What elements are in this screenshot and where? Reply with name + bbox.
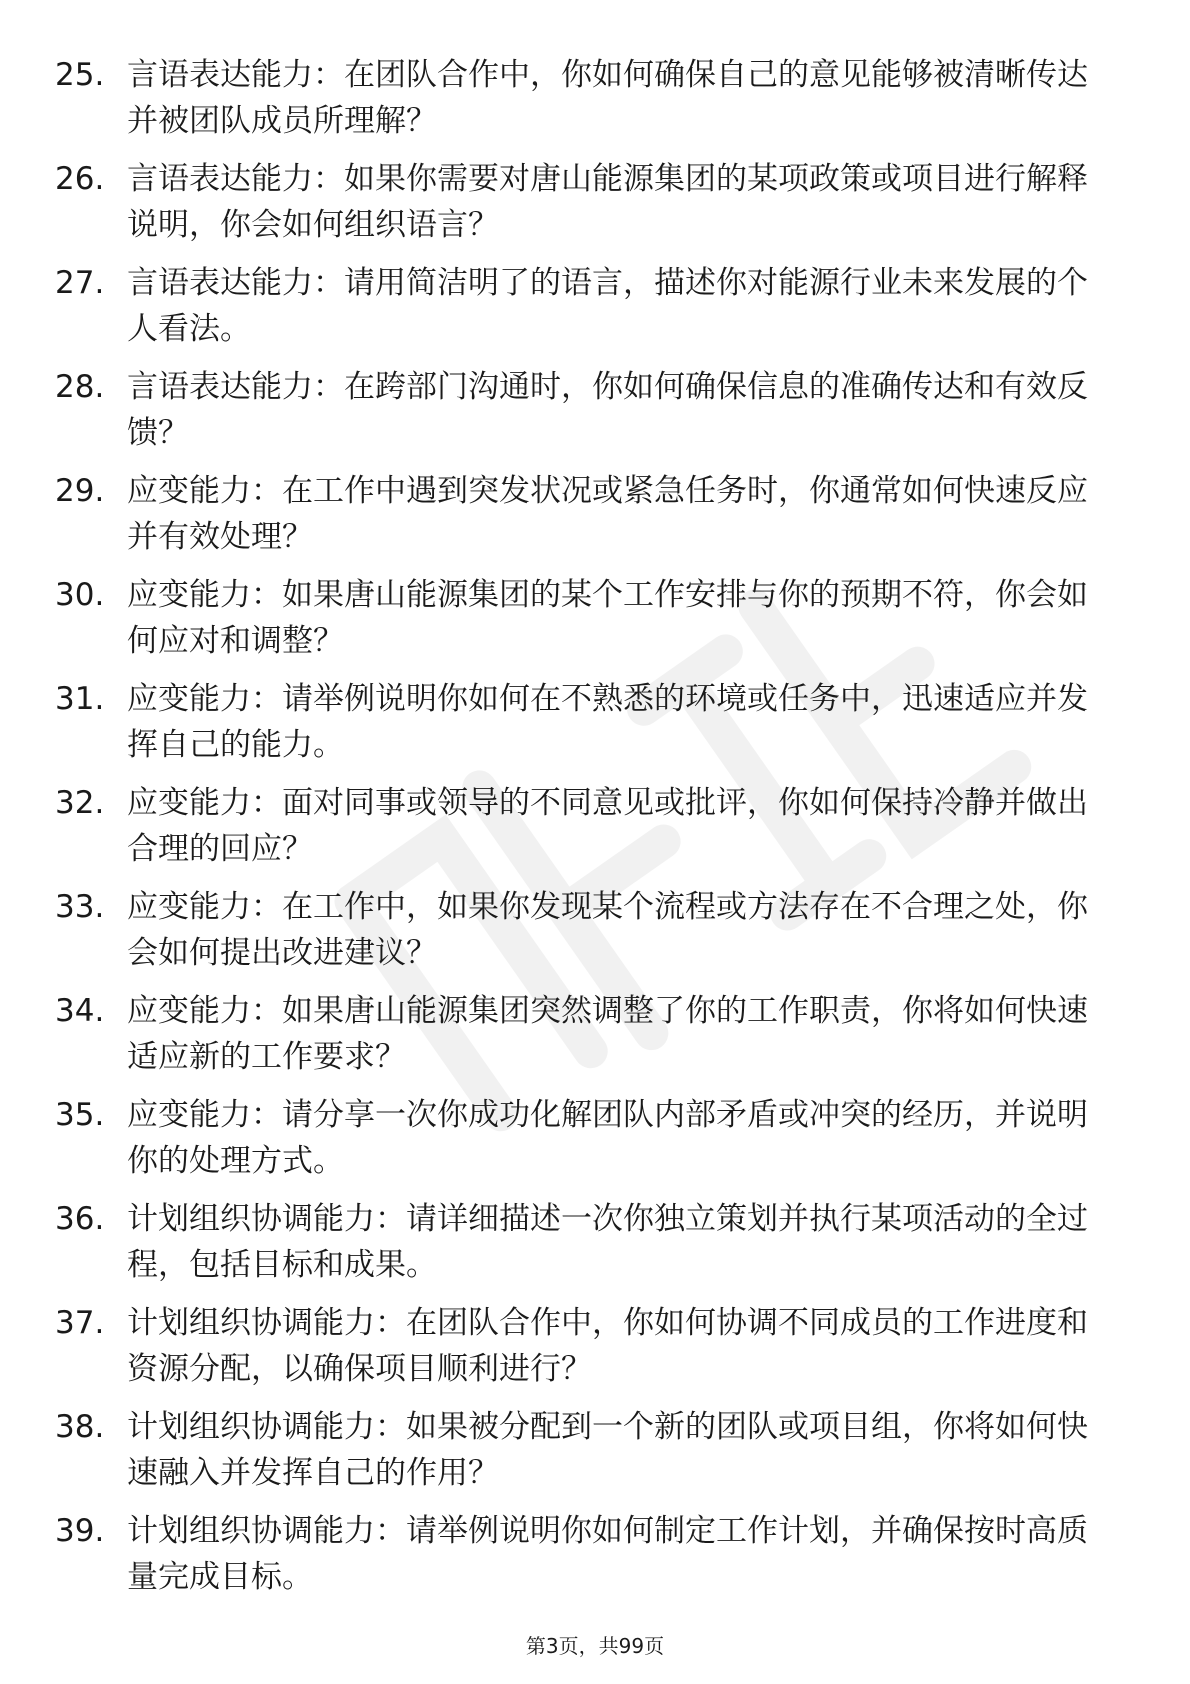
question-item-26 (55, 156, 1135, 260)
question-item-27 (55, 260, 1135, 364)
question-text: 计划组织协调能力：请详细描述一次你独立策划并执行某项活动的全过程，包括目标和成果。 (127, 1201, 1088, 1283)
question-number: 27. (55, 265, 105, 301)
question-item-35 (55, 1092, 1135, 1196)
question-item-30 (55, 572, 1135, 676)
question-item-25 (55, 52, 1135, 156)
question-number: 32. (55, 785, 105, 821)
question-text: 应变能力：面对同事或领导的不同意见或批评，你如何保持冷静并做出合理的回应？ (127, 785, 1088, 867)
page-footer: 第3页，共99页 (525, 1634, 665, 1658)
question-list (55, 52, 1135, 1612)
question-item-31 (55, 676, 1135, 780)
question-number: 29. (55, 473, 105, 509)
question-text: 应变能力：请分享一次你成功化解团队内部矛盾或冲突的经历，并说明你的处理方式。 (127, 1097, 1088, 1179)
question-text: 应变能力：如果唐山能源集团的某个工作安排与你的预期不符，你会如何应对和调整？ (127, 577, 1088, 659)
question-text: 计划组织协调能力：在团队合作中，你如何协调不同成员的工作进度和资源分配，以确保项目顺利进行？ (127, 1305, 1088, 1387)
question-number: 34. (55, 993, 105, 1029)
question-text: 计划组织协调能力：如果被分配到一个新的团队或项目组，你将如何快速融入并发挥自己的作用？ (127, 1409, 1088, 1491)
question-number: 25. (55, 57, 105, 93)
question-item-39 (55, 1508, 1135, 1612)
question-text: 言语表达能力：在团队合作中，你如何确保自己的意见能够被清晰传达并被团队成员所理解？ (127, 57, 1088, 139)
question-text: 应变能力：在工作中遇到突发状况或紧急任务时，你通常如何快速反应并有效处理？ (127, 473, 1088, 555)
question-text: 言语表达能力：如果你需要对唐山能源集团的某项政策或项目进行解释说明，你会如何组织语言？ (127, 161, 1088, 243)
question-item-29 (55, 468, 1135, 572)
question-text: 应变能力：请举例说明你如何在不熟悉的环境或任务中，迅速适应并发挥自己的能力。 (127, 681, 1088, 763)
question-number: 35. (55, 1097, 105, 1133)
question-item-34 (55, 988, 1135, 1092)
question-number: 37. (55, 1305, 105, 1341)
question-item-32 (55, 780, 1135, 884)
question-item-28 (55, 364, 1135, 468)
question-number: 38. (55, 1409, 105, 1445)
question-item-33 (55, 884, 1135, 988)
question-number: 39. (55, 1513, 105, 1549)
question-number: 28. (55, 369, 105, 405)
question-text: 应变能力：如果唐山能源集团突然调整了你的工作职责，你将如何快速适应新的工作要求？ (127, 993, 1088, 1075)
question-number: 33. (55, 889, 105, 925)
question-text: 计划组织协调能力：请举例说明你如何制定工作计划，并确保按时高质量完成目标。 (127, 1513, 1088, 1595)
question-text: 言语表达能力：请用简洁明了的语言，描述你对能源行业未来发展的个人看法。 (127, 265, 1088, 347)
question-item-36 (55, 1196, 1135, 1300)
question-item-37 (55, 1300, 1135, 1404)
question-item-38 (55, 1404, 1135, 1508)
question-number: 30. (55, 577, 105, 613)
question-text: 言语表达能力：在跨部门沟通时，你如何确保信息的准确传达和有效反馈？ (127, 369, 1088, 451)
question-text: 应变能力：在工作中，如果你发现某个流程或方法存在不合理之处，你会如何提出改进建议？ (127, 889, 1088, 971)
question-number: 31. (55, 681, 105, 717)
question-number: 26. (55, 161, 105, 197)
question-number: 36. (55, 1201, 105, 1237)
